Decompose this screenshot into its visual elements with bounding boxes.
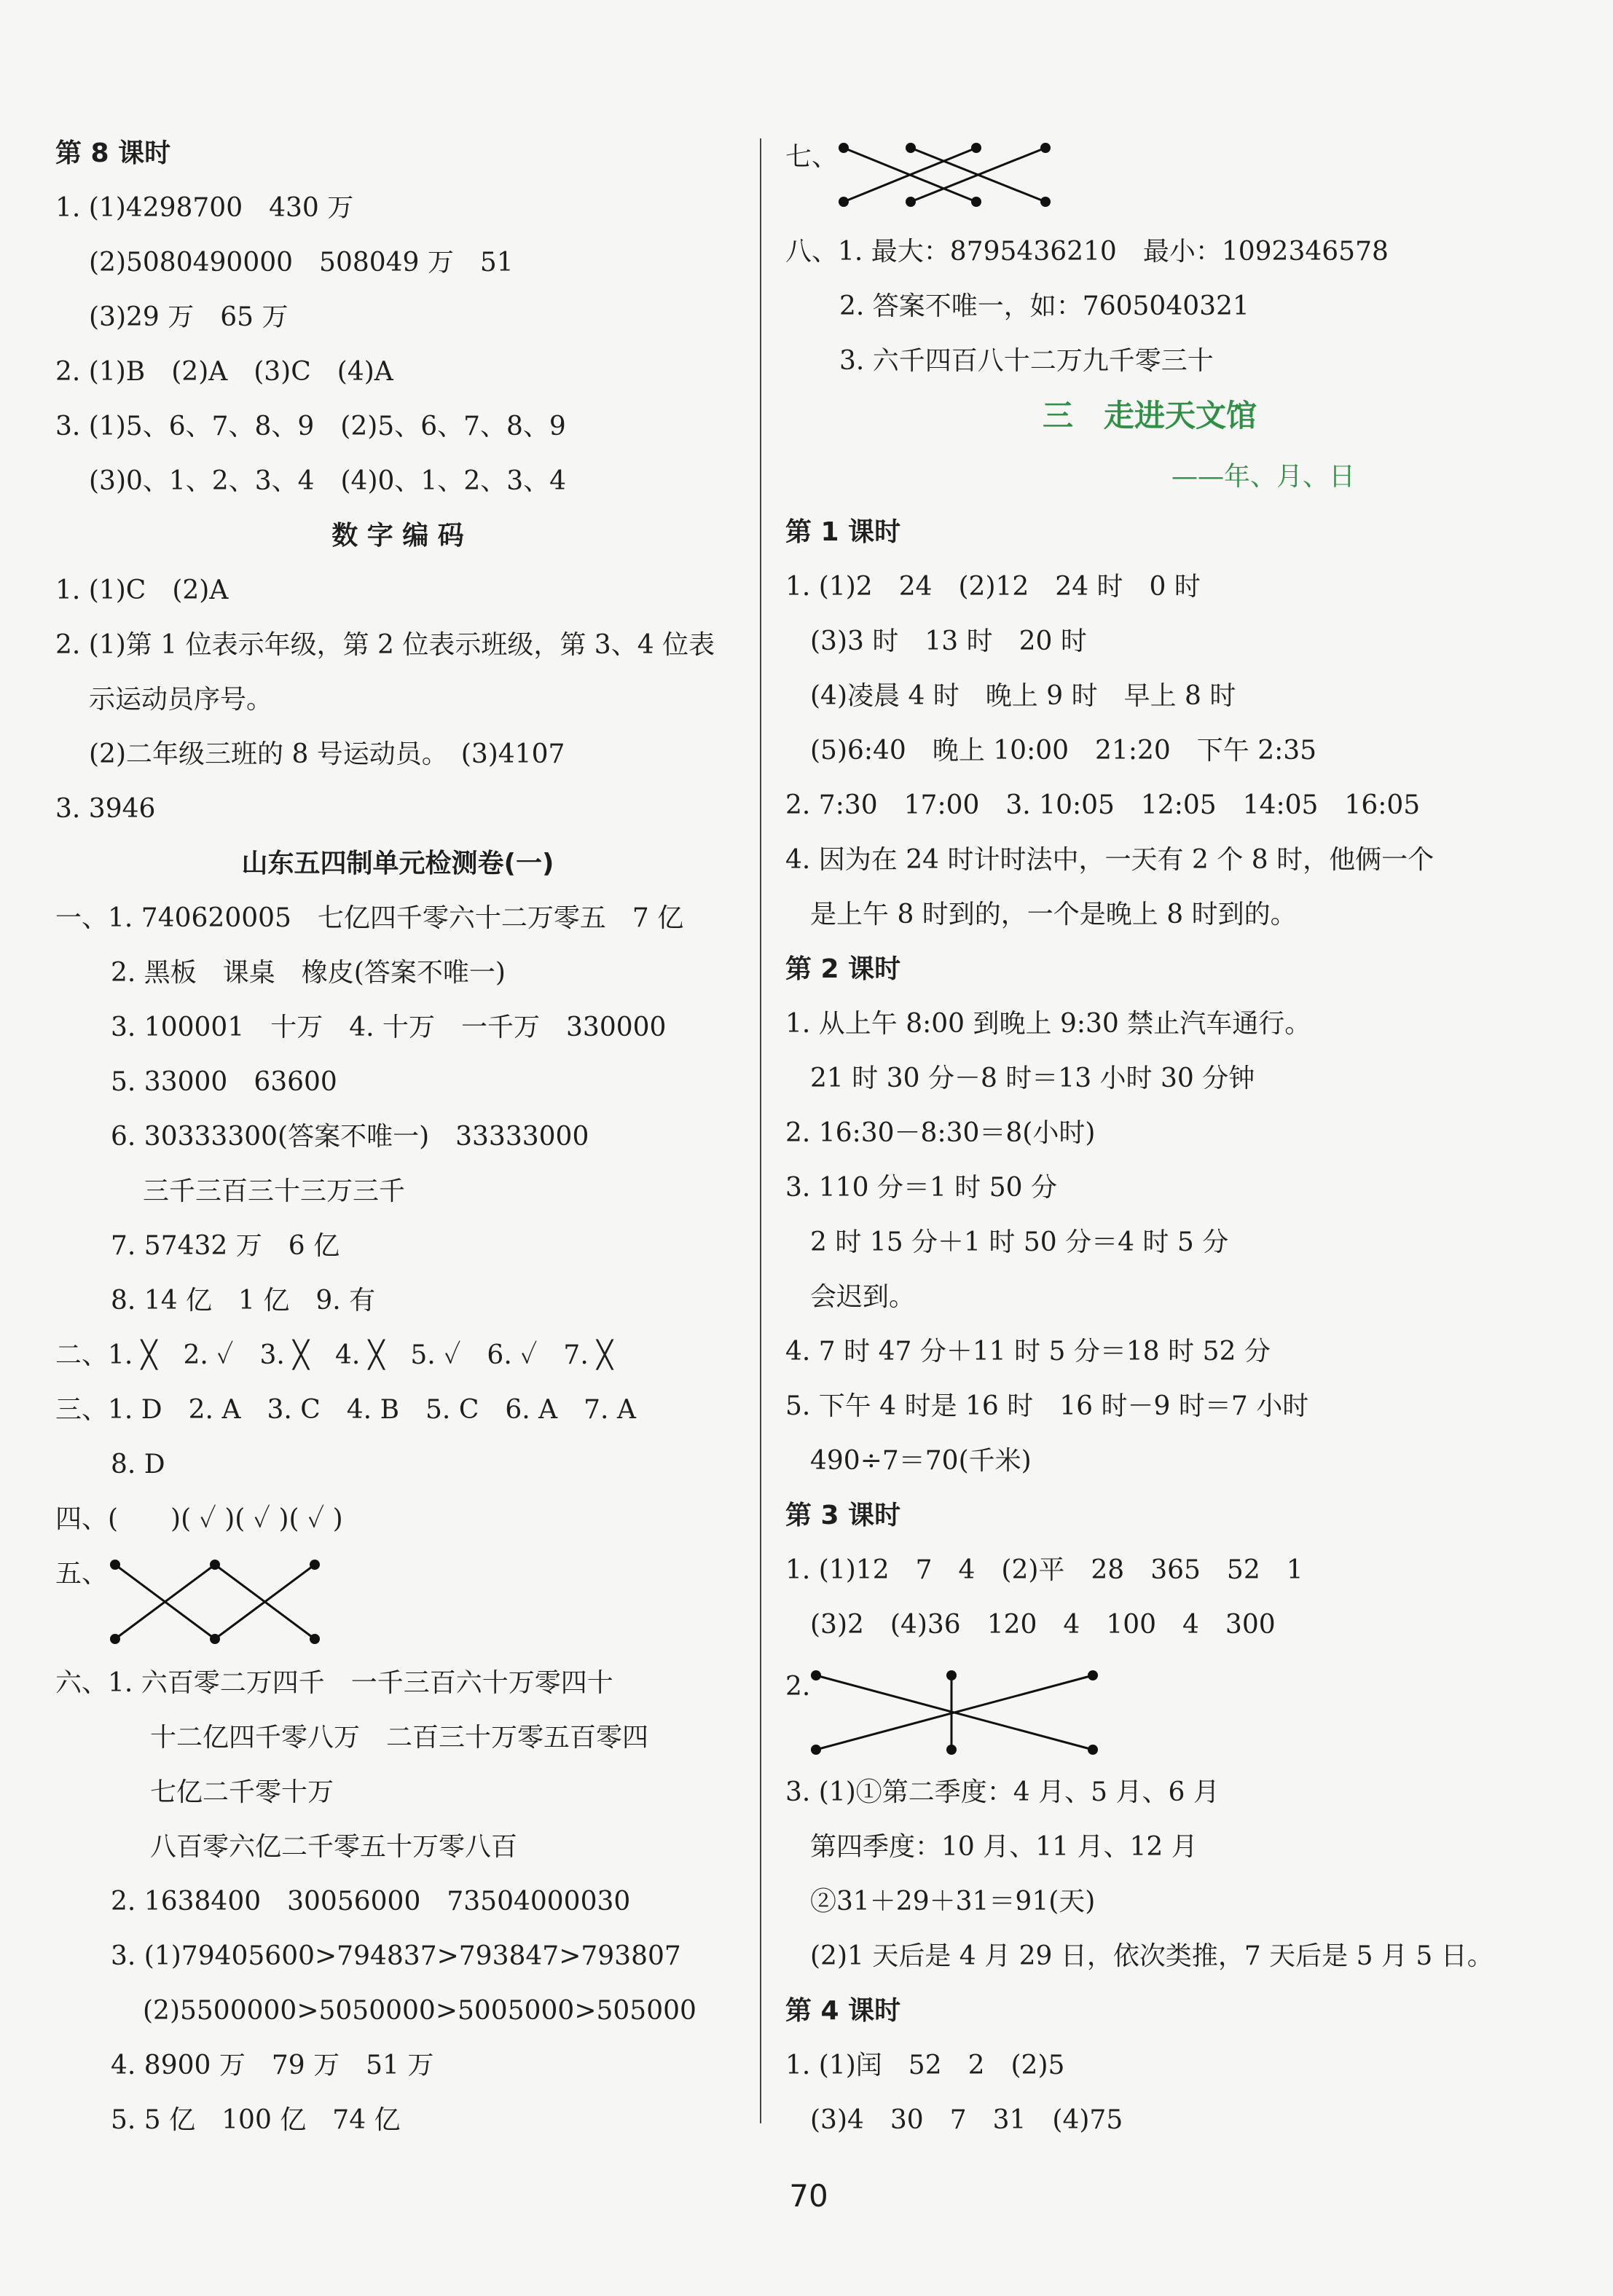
answer-line: 是上午 8 时到的，一个是晚上 8 时到的。 — [810, 900, 1297, 929]
answer-line: 五、 — [55, 1559, 109, 1589]
answer-line: 3. 六千四百八十二万九千零三十 — [839, 346, 1214, 376]
section-heading-lesson-4: 第 4 课时 — [785, 1996, 901, 2026]
answer-line: ②31＋29＋31＝91(天) — [810, 1887, 1096, 1916]
answer-line: 2. (1)B (2)A (3)C (4)A — [55, 357, 393, 387]
answer-line: 490÷7＝70(千米) — [810, 1446, 1032, 1476]
answer-line: 七、 — [785, 142, 839, 172]
answer-line: 一、1. 740620005 七亿四千零六十二万零五 7 亿 — [55, 903, 684, 933]
answer-line: 3. (1)①第二季度：4 月、5 月、6 月 — [785, 1777, 1220, 1807]
answer-line: 3. (1)79405600>794837>793847>793807 — [111, 1941, 681, 1971]
answer-line: 2 时 15 分＋1 时 50 分＝4 时 5 分 — [810, 1227, 1229, 1257]
answer-line: (2)二年级三班的 8 号运动员。 (3)4107 — [89, 739, 565, 769]
answer-line: (3)29 万 65 万 — [89, 302, 289, 332]
answer-line: (4)凌晨 4 时 晚上 9 时 早上 8 时 — [810, 681, 1236, 711]
answer-line: 六、1. 六百零二万四千 一千三百六十万零四十 — [55, 1668, 613, 1698]
answer-line: 1. (1)2 24 (2)12 24 时 0 时 — [785, 572, 1201, 602]
answer-line: 1. (1)12 7 4 (2)平 28 365 52 1 — [785, 1555, 1303, 1585]
answer-line: 2. 1638400 30056000 73504000030 — [111, 1887, 631, 1916]
section-heading-lesson-1: 第 1 课时 — [785, 517, 901, 547]
answer-line: 四、( )( ✓ )( ✓ )( ✓ ) — [55, 1504, 343, 1534]
answer-line: 3. (1)5、6、7、8、9 (2)5、6、7、8、9 — [55, 412, 566, 441]
answer-line: (2)1 天后是 4 月 29 日，依次类推，7 天后是 5 月 5 日。 — [810, 1941, 1494, 1971]
answer-line: 1. 从上午 8:00 到晚上 9:30 禁止汽车通行。 — [785, 1009, 1311, 1039]
answer-line: 2. 黑板 课桌 橡皮(答案不唯一) — [111, 958, 506, 988]
answer-line: 1. (1)4298700 430 万 — [55, 193, 354, 223]
answer-line: 2. 答案不唯一，如：7605040321 — [839, 291, 1249, 321]
answer-line: 七亿二千零十万 — [150, 1777, 334, 1807]
answer-line: 三千三百三十三万三千 — [143, 1176, 406, 1206]
answer-line: 八、1. 最大：8795436210 最小：1092346578 — [785, 237, 1389, 267]
column-divider — [760, 138, 761, 2123]
answer-line: 21 时 30 分－8 时＝13 小时 30 分钟 — [810, 1064, 1255, 1093]
section-heading-number-coding: 数 字 编 码 — [331, 521, 464, 551]
section-heading-unit-test: 山东五四制单元检测卷(一) — [241, 849, 554, 878]
answer-line: 3. 100001 十万 4. 十万 一千万 330000 — [111, 1013, 667, 1042]
answer-line: 2. 16:30－8:30＝8(小时) — [785, 1118, 1096, 1148]
answer-line: (2)5080490000 508049 万 51 — [89, 248, 514, 278]
answer-line: (3)0、1、2、3、4 (4)0、1、2、3、4 — [89, 466, 567, 496]
answer-line: (3)4 30 7 31 (4)75 — [810, 2105, 1123, 2135]
answer-line: (2)5500000>5050000>5005000>505000 — [143, 1996, 696, 2026]
answer-line: 2. (1)第 1 位表示年级，第 2 位表示班级，第 3、4 位表 — [55, 630, 715, 660]
answer-line: (3)2 (4)36 120 4 100 4 300 — [810, 1610, 1276, 1640]
answer-line: 7. 57432 万 6 亿 — [111, 1231, 340, 1261]
answer-line: 十二亿四千零八万 二百三十万零五百零四 — [150, 1723, 649, 1753]
answer-line: 3. 110 分＝1 时 50 分 — [785, 1173, 1057, 1203]
answer-line: 5. 33000 63600 — [111, 1067, 337, 1097]
answer-line: 8. 14 亿 1 亿 9. 有 — [111, 1286, 376, 1316]
answer-line: 三、1. D 2. A 3. C 4. B 5. C 6. A 7. A — [55, 1395, 636, 1425]
answer-line: 4. 7 时 47 分＋11 时 5 分＝18 时 52 分 — [785, 1337, 1271, 1367]
answer-line: 八百零六亿二千零五十万零八百 — [150, 1832, 518, 1862]
page-number: 70 — [789, 2178, 828, 2214]
answer-line: 第四季度：10 月、11 月、12 月 — [810, 1832, 1198, 1862]
answer-line: 5. 下午 4 时是 16 时 16 时－9 时＝7 小时 — [785, 1391, 1309, 1421]
matching-diagram-3-2 — [810, 1670, 1102, 1760]
answer-line: 1. (1)C (2)A — [55, 575, 229, 605]
answer-line: (5)6:40 晚上 10:00 21:20 下午 2:35 — [810, 736, 1317, 766]
answer-line: (3)3 时 13 时 20 时 — [810, 626, 1087, 656]
answer-line: 二、1. ╳ 2. ✓ 3. ╳ 4. ╳ 5. ✓ 6. ✓ 7. ╳ — [55, 1340, 613, 1370]
matching-diagram-7 — [838, 142, 1056, 208]
answer-line: 示运动员序号。 — [89, 685, 273, 715]
section-heading-lesson-2: 第 2 课时 — [785, 954, 901, 984]
matching-diagram-5 — [109, 1559, 321, 1646]
answer-line: 3. 3946 — [55, 794, 156, 824]
section-heading-lesson-3: 第 3 课时 — [785, 1501, 901, 1530]
answer-line: 会迟到。 — [810, 1282, 916, 1312]
unit-subtitle: ——年、月、日 — [1171, 462, 1355, 492]
answer-line: 5. 5 亿 100 亿 74 亿 — [111, 2105, 401, 2135]
answer-line: 6. 30333300(答案不唯一) 33333000 — [111, 1122, 589, 1152]
answer-line: 8. D — [111, 1450, 165, 1479]
section-heading-lesson-8: 第 8 课时 — [55, 138, 171, 168]
answer-line: 2. — [785, 1672, 811, 1702]
answer-line: 4. 因为在 24 时计时法中，一天有 2 个 8 时，他俩一个 — [785, 845, 1435, 875]
answer-line: 2. 7:30 17:00 3. 10:05 12:05 14:05 16:05 — [785, 790, 1421, 820]
answer-line: 1. (1)闰 52 2 (2)5 — [785, 2051, 1065, 2080]
unit-title: 三 走进天文馆 — [1042, 398, 1257, 433]
answer-line: 4. 8900 万 79 万 51 万 — [111, 2051, 434, 2080]
